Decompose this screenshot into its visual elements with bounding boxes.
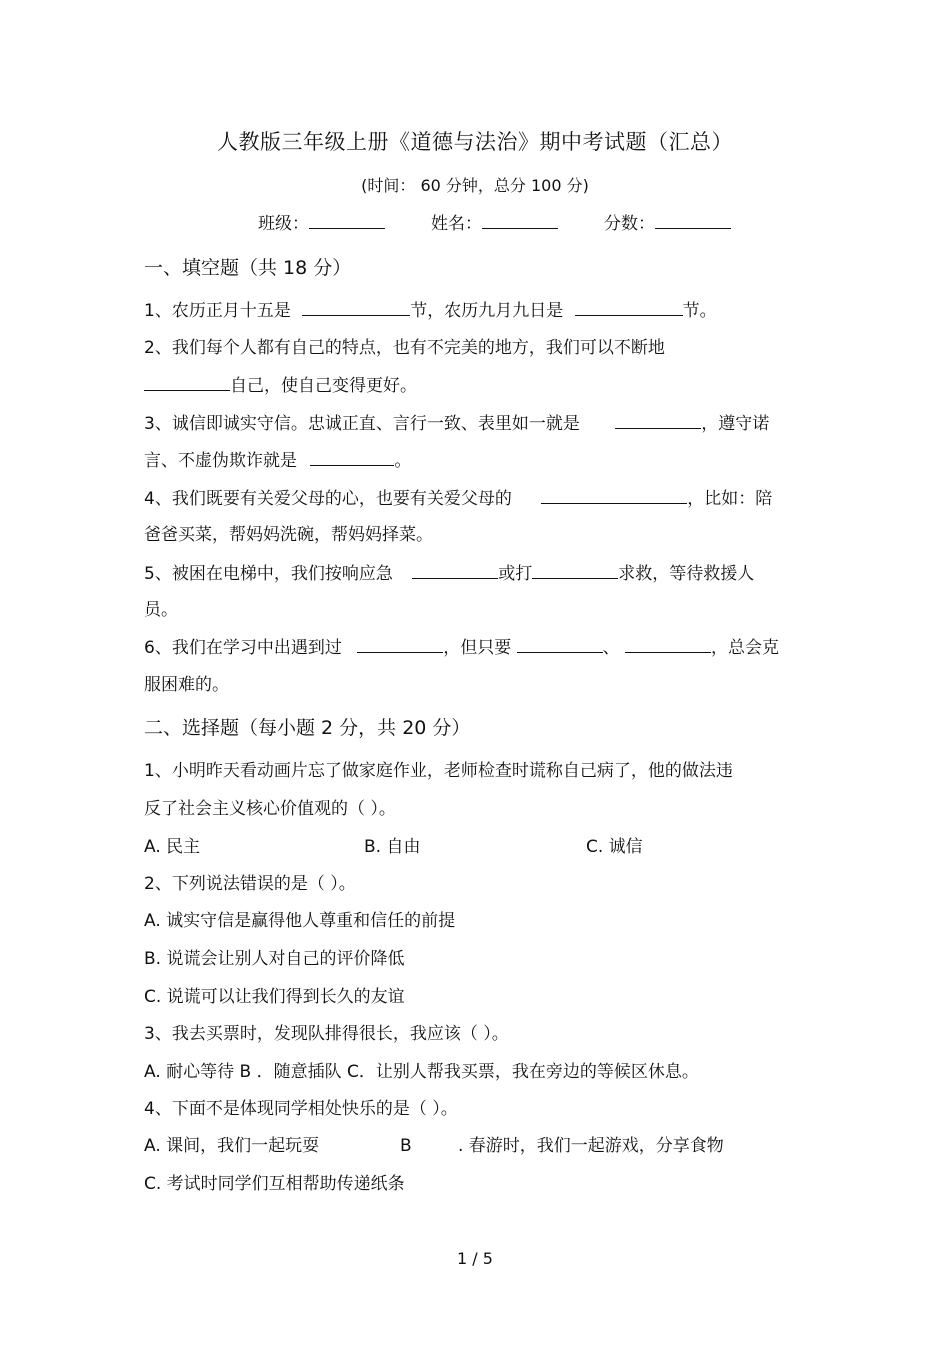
question-2-4: 4、下面不是体现同学相处快乐的是（ ）。	[144, 1099, 458, 1119]
q1-3-text-c: 言、不虚伪欺诈就是	[144, 451, 297, 471]
question-1-1	[144, 299, 717, 322]
q1-3-text-a: 3、诚信即诚实守信。忠诚正直、言行一致、表里如一就是	[144, 414, 580, 434]
question-2-2: 2、下列说法错误的是（ ）。	[144, 874, 356, 894]
name-field	[431, 212, 558, 235]
section-heading-choice: 二、选择题（每小题 2 分，共 20 分）	[144, 717, 471, 739]
question-1-3-line-1	[144, 412, 769, 435]
q1-4-text-b: ，比如：陪	[687, 489, 773, 509]
q2-1-option-b[interactable]: B. 自由	[364, 837, 421, 857]
score-label: 分数：	[604, 214, 655, 234]
q2-3-options[interactable]: A. 耐心等待 B ．随意插队 C．让别人帮我买票，我在旁边的等候区休息。	[144, 1062, 699, 1082]
q1-1-blank-2[interactable]	[575, 299, 683, 316]
q1-5-text-b: 或打	[498, 564, 533, 584]
q2-2-option-c[interactable]: C. 说谎可以让我们得到长久的友谊	[144, 987, 405, 1007]
q1-4-blank[interactable]	[541, 487, 687, 504]
class-label: 班级：	[258, 214, 309, 234]
section-heading-fill-in: 一、填空题（共 18 分）	[144, 257, 352, 279]
question-1-2-line-2	[144, 374, 417, 397]
q1-6-text-b: ，但只要	[443, 638, 512, 658]
question-1-2-line-1: 2、我们每个人都有自己的特点，也有不完美的地方，我们可以不断地	[144, 338, 665, 358]
q2-2-option-a[interactable]: A. 诚实守信是赢得他人尊重和信任的前提	[144, 911, 456, 931]
q1-3-text-b: ，遵守诺	[701, 414, 770, 434]
q2-1-option-c[interactable]: C. 诚信	[586, 837, 643, 857]
question-2-1-line-1: 1、小明昨天看动画片忘了做家庭作业，老师检查时谎称自己病了，他的做法违	[144, 761, 733, 781]
q1-2-blank[interactable]	[144, 374, 230, 391]
exam-info-time-score: (时间： 60 分钟，总分 100 分)	[361, 176, 589, 195]
q1-5-blank-1[interactable]	[412, 562, 498, 579]
q1-1-blank-1[interactable]	[302, 299, 410, 316]
class-blank[interactable]	[309, 212, 385, 229]
q2-4-option-c[interactable]: C. 考试时同学们互相帮助传递纸条	[144, 1174, 405, 1194]
q1-6-blank-2[interactable]	[517, 636, 603, 653]
q2-2-option-b[interactable]: B. 说谎会让别人对自己的评价降低	[144, 949, 405, 969]
name-label: 姓名：	[431, 214, 482, 234]
question-2-1-line-2: 反了社会主义核心价值观的（ ）。	[144, 799, 396, 819]
question-2-3: 3、我去买票时，发现队排得很长，我应该（ ）。	[144, 1024, 509, 1044]
q2-4-option-a[interactable]: A. 课间，我们一起玩耍	[144, 1136, 320, 1156]
q1-1-text-b: 节，农历九月九日是	[410, 301, 564, 321]
document-title: 人教版三年级上册《道德与法治》期中考试题（汇总）	[217, 130, 733, 154]
q1-1-text-c: 节。	[682, 301, 717, 321]
q1-6-blank-1[interactable]	[357, 636, 443, 653]
q1-2-text: 自己，使自己变得更好。	[230, 376, 417, 396]
question-1-3-line-2	[144, 449, 411, 472]
q2-1-option-a[interactable]: A. 民主	[144, 837, 201, 857]
q1-6-text-a: 6、我们在学习中出遇到过	[144, 638, 342, 658]
q1-3-blank-1[interactable]	[615, 412, 701, 429]
q1-5-text-c: 求救，等待救援人	[618, 564, 755, 584]
question-1-6-line-1	[144, 636, 779, 659]
question-1-4-line-2: 爸爸买菜，帮妈妈洗碗，帮妈妈择菜。	[144, 525, 433, 545]
q1-5-text-a: 5、被困在电梯中，我们按响应急	[144, 564, 393, 584]
q1-6-text-d: ，总会克	[711, 638, 780, 658]
question-1-4-line-1	[144, 487, 772, 510]
q1-6-text-c: 、	[602, 638, 620, 658]
score-field	[604, 212, 731, 235]
q1-6-blank-3[interactable]	[625, 636, 711, 653]
q1-4-text-a: 4、我们既要有关爱父母的心，也要有关爱父母的	[144, 489, 512, 509]
question-1-5-line-1	[144, 562, 754, 585]
class-field	[258, 212, 385, 235]
q1-1-text-a: 1、农历正月十五是	[144, 301, 291, 321]
q2-4-option-b-letter[interactable]: B	[400, 1136, 412, 1156]
q1-3-text-d: 。	[394, 451, 412, 471]
q2-4-option-b[interactable]: . 春游时，我们一起游戏，分享食物	[458, 1136, 724, 1156]
page-number: 1 / 5	[457, 1249, 493, 1268]
name-blank[interactable]	[482, 212, 558, 229]
q1-5-blank-2[interactable]	[532, 562, 618, 579]
question-1-6-line-2: 服困难的。	[144, 675, 229, 695]
q1-3-blank-2[interactable]	[310, 449, 394, 466]
score-blank[interactable]	[655, 212, 731, 229]
question-1-5-line-2: 员。	[144, 600, 178, 620]
